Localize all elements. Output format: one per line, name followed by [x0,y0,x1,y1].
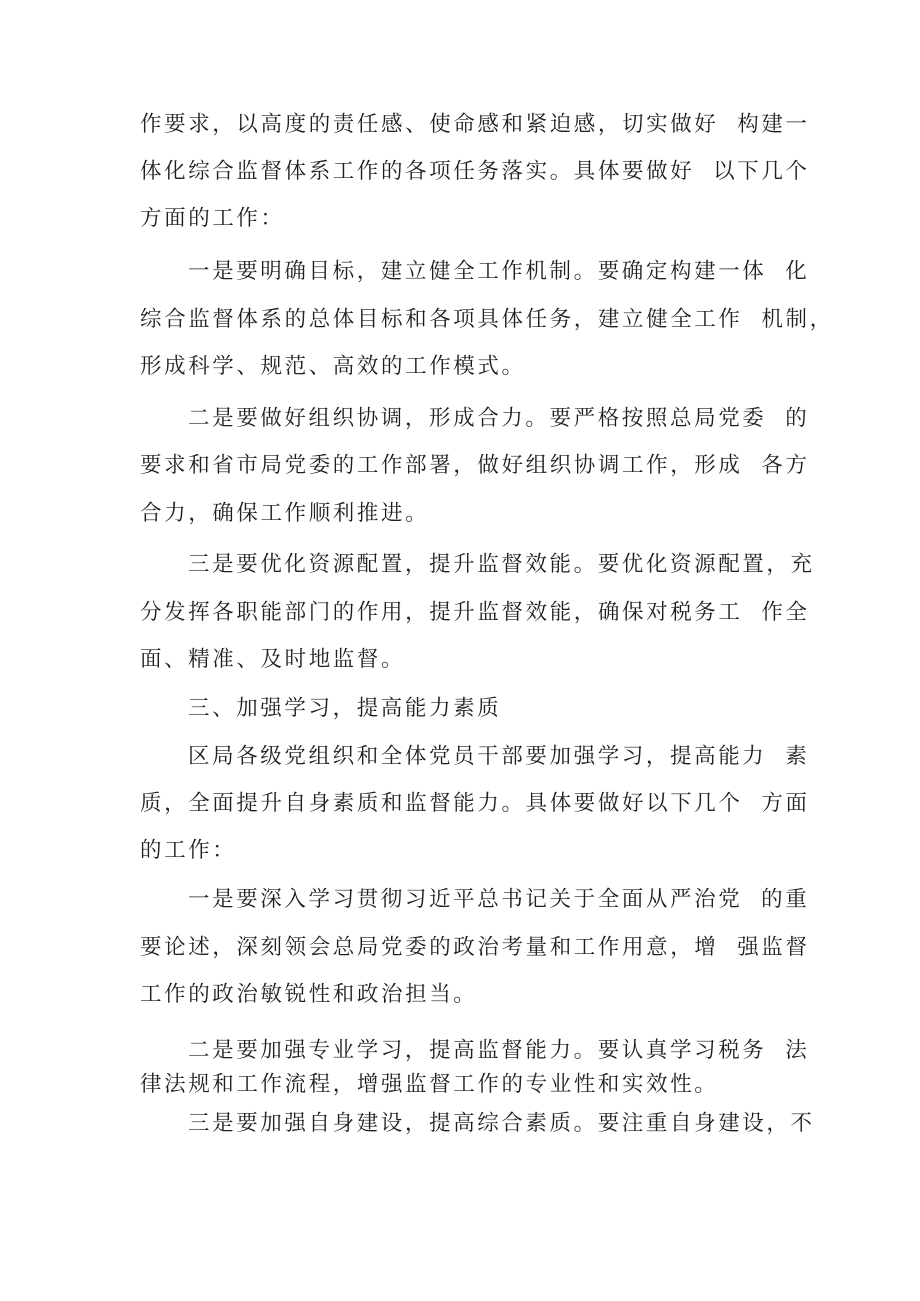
text-line: 质，全面提升自身素质和监督能力。具体要做好以下几个 方面 [140,791,810,816]
text-line: 要论述，深刻领会总局党委的政治考量和工作用意，增 强监督 [140,935,810,960]
text-line: 综合监督体系的总体目标和各项具体任务，建立健全工作 机制， [140,307,834,332]
text-line: 工作的政治敏锐性和政治担当。 [140,982,478,1007]
text-line: 律法规和工作流程，增强监督工作的专业性和实效性。 [140,1072,719,1097]
text-line: 一是要明确目标，建立健全工作机制。要确定构建一体 化 [188,259,810,284]
text-line: 三是要加强自身建设，提高综合素质。要注重自身建设，不 [188,1111,815,1136]
section-heading: 三、加强学习，提高能力素质 [188,696,502,721]
text-line: 二是要加强专业学习，提高监督能力。要认真学习税务 法 [188,1038,810,1063]
text-line: 分发挥各职能部门的作用，提升监督效能，确保对税务工 作全 [140,600,810,625]
text-line: 体化综合监督体系工作的各项任务落实。具体要做好 以下几个 [140,159,810,184]
text-line: 方面的工作： [140,206,285,231]
text-line: 合力，确保工作顺利推进。 [140,501,430,526]
text-line: 作要求，以高度的责任感、使命感和紧迫感，切实做好 构建一 [140,112,810,137]
text-line: 形成科学、规范、高效的工作模式。 [140,354,526,379]
text-line: 三是要优化资源配置，提升监督效能。要优化资源配置，充 [188,552,815,577]
text-line: 一是要深入学习贯彻习近平总书记关于全面从严治党 的重 [188,887,810,912]
text-line: 要求和省市局党委的工作部署，做好组织协调工作，形成 各方 [140,453,810,478]
text-line: 的工作： [140,838,237,863]
text-line: 面、精准、及时地监督。 [140,647,406,672]
text-line: 区局各级党组织和全体党员干部要加强学习，提高能力 素 [188,744,810,769]
text-line: 二是要做好组织协调，形成合力。要严格按照总局党委 的 [188,406,810,431]
